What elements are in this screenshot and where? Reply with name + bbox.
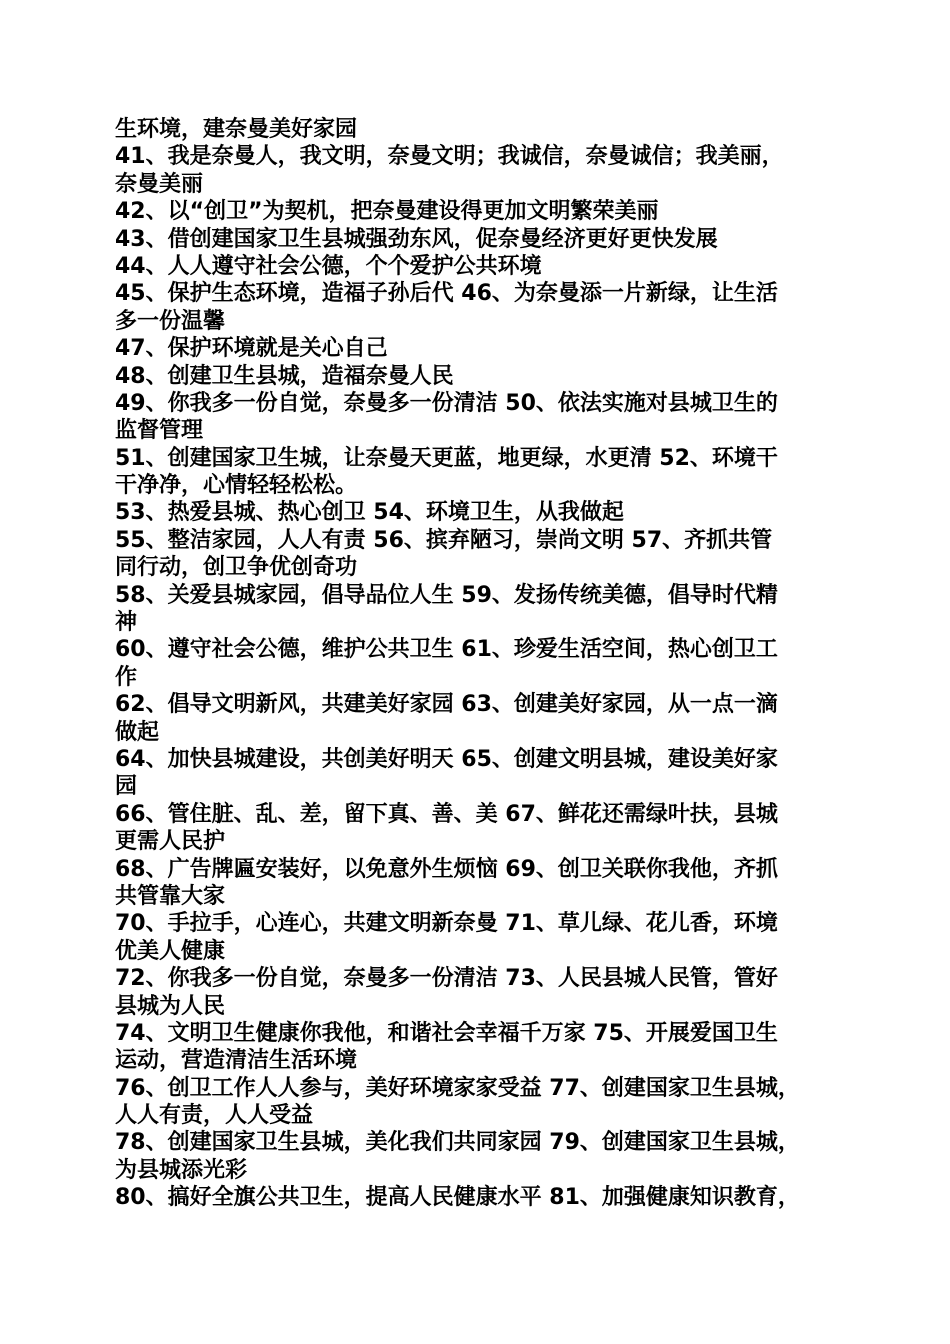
- text-line: 55、整洁家园，人人有责 56、摈弃陋习，崇尚文明 57、齐抓共管: [115, 527, 773, 553]
- text-line: 园: [115, 774, 138, 800]
- text-line: 生环境，建奈曼美好家园: [115, 117, 358, 142]
- text-line: 优美人健康: [115, 938, 226, 964]
- text-line: 43、借创建国家卫生县城强劲东风，促奈曼经济更好更快发展: [115, 226, 718, 252]
- text-line: 作: [115, 664, 138, 690]
- text-line: 为县城添光彩: [115, 1157, 248, 1183]
- text-line: 运动，营造清洁生活环境: [115, 1048, 358, 1074]
- text-line: 神: [115, 610, 138, 636]
- text-line: 49、你我多一份自觉，奈曼多一份清洁 50、依法实施对县城卫生的: [115, 390, 778, 416]
- text-line: 更需人民护: [115, 829, 226, 855]
- text-line: 68、广告牌匾安装好，以免意外生烦恼 69、创卫关联你我他，齐抓: [115, 856, 778, 882]
- text-line: 多一份温馨: [115, 308, 226, 334]
- text-line: 44、人人遵守社会公德，个个爱护公共环境: [115, 253, 542, 279]
- text-line: 共管靠大家: [115, 883, 226, 909]
- text-line: 监督管理: [115, 418, 204, 444]
- text-line: 奈曼美丽: [115, 171, 204, 197]
- text-line: 78、创建国家卫生县城，美化我们共同家园 79、创建国家卫生县城，: [115, 1130, 800, 1156]
- text-line: 做起: [115, 719, 160, 745]
- text-line: 62、倡导文明新风，共建美好家园 63、创建美好家园，从一点一滴: [115, 692, 778, 718]
- text-line: 41、我是奈曼人，我文明，奈曼文明；我诚信，奈曼诚信；我美丽，: [115, 144, 784, 170]
- text-line: 42、以“创卫”为契机，把奈曼建设得更加文明繁荣美丽: [115, 199, 659, 225]
- text-line: 51、创建国家卫生城，让奈曼天更蓝，地更绿，水更清 52、环境干: [115, 445, 778, 471]
- text-line: 同行动，创卫争优创奇功: [115, 555, 358, 581]
- text-line: 47、保护环境就是关心自己: [115, 336, 388, 362]
- document-page: [115, 116, 845, 1212]
- text-line: 74、文明卫生健康你我他，和谐社会幸福千万家 75、开展爱国卫生: [115, 1020, 778, 1046]
- text-line: 76、创卫工作人人参与，美好环境家家受益 77、创建国家卫生县城，: [115, 1075, 800, 1101]
- text-line: 70、手拉手，心连心，共建文明新奈曼 71、草儿绿、花儿香，环境: [115, 911, 778, 937]
- text-line: 53、热爱县城、热心创卫 54、环境卫生，从我做起: [115, 500, 624, 526]
- text-line: 64、加快县城建设，共创美好明天 65、创建文明县城，建设美好家: [115, 746, 778, 772]
- text-line: 人人有责，人人受益: [115, 1103, 314, 1129]
- text-line: 48、创建卫生县城，造福奈曼人民: [115, 363, 454, 389]
- text-line: 县城为人民: [115, 993, 226, 1019]
- text-line: 80、搞好全旗公共卫生，提高人民健康水平 81、加强健康知识教育，: [115, 1185, 800, 1211]
- text-line: 58、关爱县城家园，倡导品位人生 59、发扬传统美德，倡导时代精: [115, 582, 778, 608]
- text-line: 60、遵守社会公德，维护公共卫生 61、珍爱生活空间，热心创卫工: [115, 637, 778, 663]
- text-line: 66、管住脏、乱、差，留下真、善、美 67、鲜花还需绿叶扶，县城: [115, 801, 778, 827]
- text-line: 45、保护生态环境，造福子孙后代 46、为奈曼添一片新绿，让生活: [115, 281, 778, 307]
- text-line: 干净净，心情轻轻松松。: [115, 473, 358, 499]
- text-line: 72、你我多一份自觉，奈曼多一份清洁 73、人民县城人民管，管好: [115, 966, 778, 992]
